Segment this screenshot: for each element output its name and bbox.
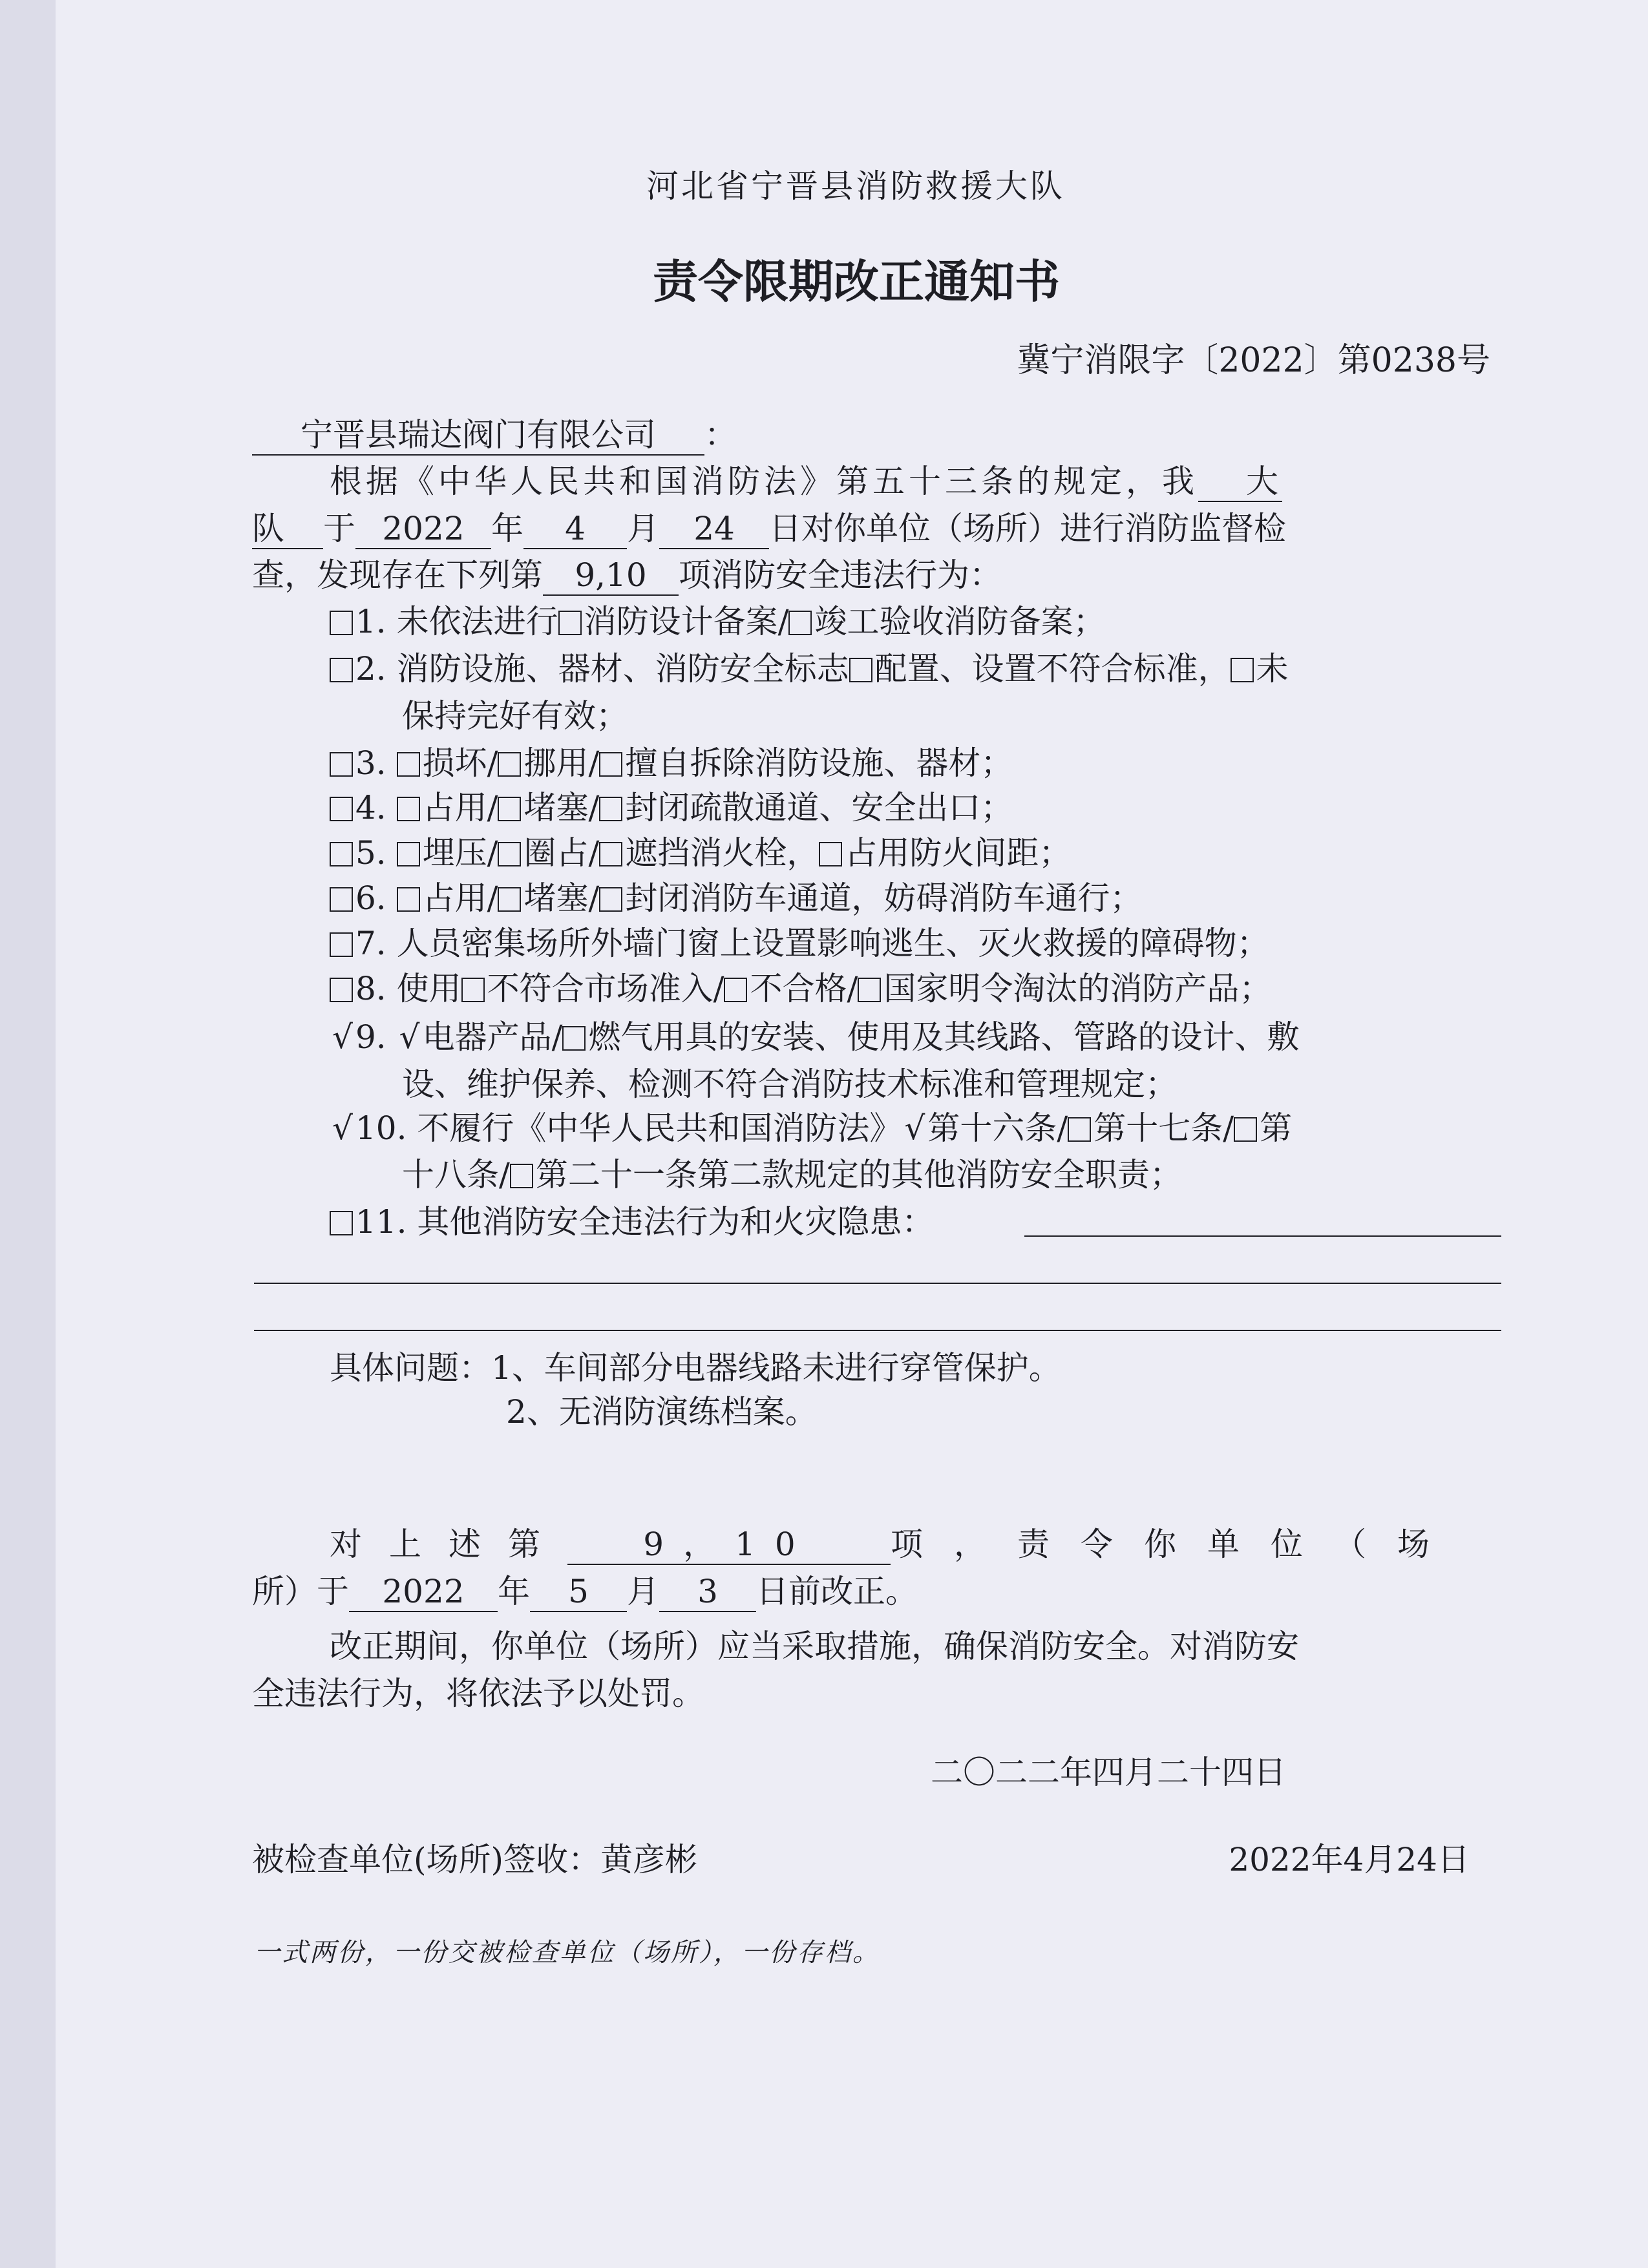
item-2-continued: 保持完好有效； [402,697,628,735]
item-6-checkbox [330,887,353,912]
item-11-blank-line [1024,1235,1501,1237]
signer-name: 黄彦彬 [600,1841,698,1878]
item-10d-checkbox [510,1164,533,1188]
item-5b-checkbox [498,842,521,866]
recipient-line [252,409,737,456]
item-4c-checkbox [599,797,622,821]
blank-line-3 [254,1330,1501,1331]
item-1-checkbox [330,611,353,635]
agency-name: 河北省宁晋县消防救援大队 [646,167,1065,205]
item-7-text: 7. 人员密集场所外墙门窗上设置影响逃生、灭火救援的障碍物； [355,925,1269,962]
item-11-checkbox [330,1211,353,1235]
item-6 [330,872,1142,919]
recipient-name: 宁晋县瑞达阀门有限公司 [252,417,704,456]
deadline-month-label: 月 [627,1573,659,1610]
item-9a-checkmark: √ [399,1018,420,1056]
item-10-text: 10. 不履行《中华人民共和国消防法》 [355,1109,902,1147]
item-2b-checkbox [1231,658,1254,682]
inspection-day: 24 [659,510,769,549]
item-3a-text: 损坏/ [422,744,498,782]
item-4c-text: 封闭疏散通道、安全出口； [625,789,1013,826]
item-5-checkbox [330,842,353,866]
item-10d-text: 第二十一条第二款规定的其他消防安全职责； [535,1156,1182,1193]
specific-problem-1: 1、车间部分电器线路未进行穿管保护。 [491,1349,1061,1387]
item-10b-text: 第十七条/ [1093,1109,1234,1147]
inspection-year: 2022 [355,510,491,549]
item-11-text: 11. 其他消防安全违法行为和火灾隐患： [355,1203,935,1241]
blank-line-2 [254,1283,1501,1284]
item-10-checkmark: √ [332,1109,353,1147]
item-1a-checkbox [558,611,582,635]
intro-line-1 [330,456,1282,502]
item-10-continued [402,1149,1182,1195]
item-9-checkmark: √ [332,1018,353,1056]
item-9-continued: 设、维护保养、检测不符合消防技术标准和管理规定； [402,1066,1178,1103]
item-6-text: 6. [355,879,397,917]
item-9 [330,1011,1299,1058]
order-items: 9，10 [567,1526,891,1565]
item-5 [330,827,1071,874]
intro-found-post: 项消防安全违法行为： [679,556,1002,594]
year-label: 年 [491,510,523,547]
item-10a-text: 第十六条/ [927,1109,1068,1147]
item-2a-text: 配置、设置不符合标准， [874,650,1231,688]
item-10c-checkbox [1234,1117,1257,1142]
order-post: 项，责令你单位（场 [891,1526,1461,1563]
item-3-checkbox [330,752,353,777]
deadline-year-label: 年 [498,1573,530,1610]
specific-problems-label: 具体问题： [330,1349,491,1387]
recipient-colon: ： [704,416,737,454]
item-6a-text: 占用/ [422,879,498,917]
yu-label: 于 [323,510,355,547]
item-3c-checkbox [599,752,622,777]
deadline-month: 5 [530,1573,627,1612]
intro-text-pre: 根据《中华人民共和国消防法》第五十三条的规定，我 [330,463,1198,500]
document-number: 冀宁消限字〔2022〕第0238号 [1017,341,1490,380]
item-6c-text: 封闭消防车通道，妨碍消防车通行； [625,879,1143,917]
item-6b-checkbox [498,887,521,912]
deadline-year: 2022 [349,1573,498,1612]
item-2 [330,643,1289,689]
footnote: 一式两份，一份交被检查单位（场所），一份存档。 [254,1938,880,1968]
order-pre: 对上述第 [330,1526,567,1563]
item-4b-text: 堵塞/ [523,789,600,826]
item-8-checkbox [330,978,353,1002]
item-5c-checkbox [599,842,622,866]
order-l2-pre: 所）于 [252,1573,349,1610]
item-8 [330,963,1271,1009]
sign-label: 被检查单位(场所)签收： [252,1841,601,1878]
item-4-checkbox [330,797,353,821]
order-l2-post: 日前改正。 [756,1573,918,1610]
item-8c-checkbox [858,978,881,1002]
order-line-2 [252,1566,918,1612]
notice-line-2: 全违法行为，将依法予以处罚。 [252,1675,704,1712]
item-9-text: 9. [355,1018,397,1056]
item-2-checkbox [330,658,353,682]
item-1b-text: 竣工验收消防备案； [814,603,1106,640]
specific-problem-2: 2、无消防演练档案。 [506,1393,818,1431]
item-4b-checkbox [498,797,521,821]
item-4a-checkbox [397,797,420,821]
item-9a-text: 电器产品/ [422,1018,563,1056]
item-4 [330,782,1013,828]
item-1-text: 1. 未依法进行 [355,603,558,640]
item-9b-checkbox [562,1026,586,1051]
items-found: 9,10 [543,557,679,596]
document-title: 责令限期改正通知书 [653,255,1060,308]
item-10 [330,1102,1292,1149]
item-2b-text: 未 [1256,650,1289,688]
item-10c-text: 第 [1260,1109,1293,1147]
inspection-month: 4 [523,510,627,549]
item-5d-checkbox [819,842,842,866]
item-5a-checkbox [397,842,420,866]
item-3 [330,737,1013,784]
intro-found-pre: 查，发现存在下列第 [252,556,543,594]
item-1 [330,596,1105,642]
notice-line-1: 改正期间，你单位（场所）应当采取措施，确保消防安全。对消防安 [330,1628,1299,1665]
deadline-day: 3 [659,1573,756,1612]
intro-text-post: 日对你单位（场所）进行消防监督检 [769,510,1286,547]
intro-line-2 [252,503,1286,549]
item-1a-text: 消防设计备案/ [584,603,789,640]
item-3a-checkbox [397,752,420,777]
item-5-text: 5. [355,834,397,872]
item-10b-checkbox [1068,1117,1091,1142]
item-6a-checkbox [397,887,420,912]
item-3-text: 3. [355,744,397,782]
item-10a-checkmark: √ [904,1109,925,1147]
item-11 [330,1196,934,1243]
item-8a-checkbox [461,978,485,1002]
item-2-text: 2. 消防设施、器材、消防安全标志 [355,650,849,688]
item-6c-checkbox [599,887,622,912]
sign-date: 2022年4月24日 [1229,1841,1470,1878]
inspecting-unit-part1: 大 [1198,463,1282,502]
item-8-text: 8. 使用 [355,970,461,1007]
item-8b-checkbox [724,978,747,1002]
item-8b-text: 不合格/ [750,970,858,1007]
item-5b-text: 圈占/ [523,834,600,872]
order-line-1 [330,1518,1461,1565]
item-3b-checkbox [498,752,521,777]
item-3b-text: 挪用/ [523,744,600,782]
inspecting-unit-part2: 队 [252,510,323,549]
issue-date: 二〇二二年四月二十四日 [931,1754,1286,1791]
item-5a-text: 埋压/ [422,834,498,872]
item-3c-text: 擅自拆除消防设施、器材； [625,744,1013,782]
item-6b-text: 堵塞/ [523,879,600,917]
specific-problems-line-1 [330,1342,1061,1389]
item-8c-text: 国家明令淘汰的消防产品； [883,970,1272,1007]
item-8a-text: 不符合市场准入/ [487,970,724,1007]
item-5d-text: 占用防火间距； [845,834,1072,872]
item-9b-text: 燃气用具的安装、使用及其线路、管路的设计、敷 [588,1018,1300,1056]
item-4-text: 4. [355,789,397,826]
item-5c-text: 遮挡消火栓， [625,834,819,872]
intro-line-3 [252,549,1002,596]
sign-line [252,1834,697,1880]
item-2a-checkbox [849,658,872,682]
item-4a-text: 占用/ [422,789,498,826]
month-label: 月 [627,510,659,547]
item-7 [330,918,1269,964]
item-1b-checkbox [788,611,812,635]
item-7-checkbox [330,932,353,957]
item-10-cont-text: 十八条/ [402,1156,510,1193]
